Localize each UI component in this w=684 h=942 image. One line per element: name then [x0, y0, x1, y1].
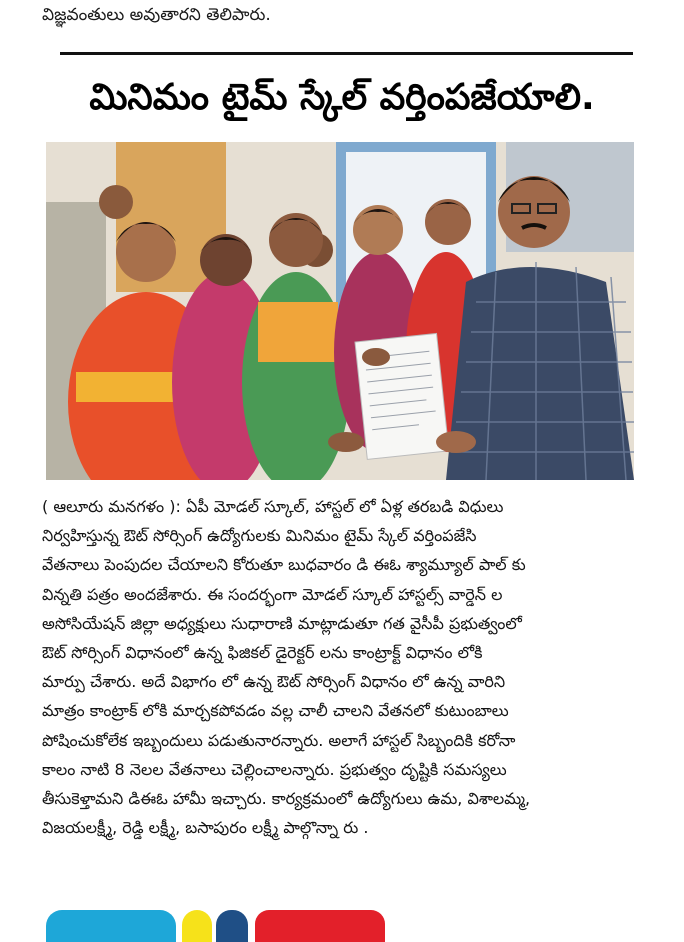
article-line: విన్నతి పత్రం అందజేశారు. ఈ సందర్భంగా మోడల్ స్కూల్ హాస్టల్స్ వార్డెన్ ల: [42, 584, 503, 604]
footer-bar-navy: [216, 910, 248, 942]
article-line: కాలం నాటి 8 నెలల వేతనాలు చెల్లించాలన్నారు. ప్రభుత్వం దృష్టికి సమస్యలు: [42, 759, 507, 779]
article-line: వేతనాలు పెంపుదల చేయాలని కోరుతూ బుధవారం డి ఈఓ శ్యామ్యూల్ పాల్ కు: [42, 555, 526, 575]
group-photo-illustration: [46, 142, 634, 480]
article-line: తీసుకెళ్తామని డిఈఓ హామీ ఇచ్చారు. కార్యక్రమంలో ఉద్యోగులు ఉమ, విశాలమ్మ,: [42, 789, 531, 809]
news-photo: [46, 142, 634, 480]
footer-bar-red: [255, 910, 385, 942]
article-line: నిర్వహిస్తున్న ఔట్ సోర్సింగ్ ఉద్యోగులకు మినిమం టైమ్ స్కేల్ వర్తింపజేసి: [42, 526, 477, 546]
article-line: మాత్రం కాంట్రాక్ లోకి మార్చకపోవడం వల్ల చాలీ చాలని వేతనలో కుటుంబాలు: [42, 701, 509, 721]
article-line: విజయలక్ష్మీ, రెడ్డి లక్ష్మీ, బసాపురం లక్ష్మీ పాల్గొన్నా రు .: [42, 818, 369, 838]
article-line: మార్పు చేశారు. అదే విభాగం లో ఉన్న ఔట్ సోర్సింగ్ విధానం లో ఉన్న వారిని: [42, 672, 506, 692]
footer-bar-yellow: [182, 910, 212, 942]
article-body: [42, 492, 634, 842]
article-line: ( ఆలూరు మనగళం ): ఏపీ మోడల్ స్కూల్, హాస్టల్ లో ఏళ్ల తరబడి విధులు: [42, 497, 504, 516]
article-line: అసోసియేషన్ జిల్లా అధ్యక్షులు సుధారాణి మాట్లాడుతూ గత వైసీపీ ప్రభుత్వంలో: [42, 613, 522, 633]
headline-rule: [60, 52, 633, 55]
previous-article-tail: విజ్ఞవంతులు అవుతారని తెలిపారు.: [42, 5, 271, 25]
article-line: ఔట్ సోర్సింగ్ విధానంలో ఉన్న ఫిజికల్ డైరెక్టర్ లను కాంట్రాక్ట్ విధానం లోకి: [42, 643, 483, 663]
footer-bar-blue: [46, 910, 176, 942]
article-line: పోషించుకోలేక ఇబ్బందులు పడుతునారన్నారు. అలాగే హాస్టల్ సిబ్బందికి కరోనా: [42, 730, 516, 750]
article-headline: మినిమం టైమ్ స్కేల్ వర్తింపజేయాలి.: [89, 77, 595, 118]
